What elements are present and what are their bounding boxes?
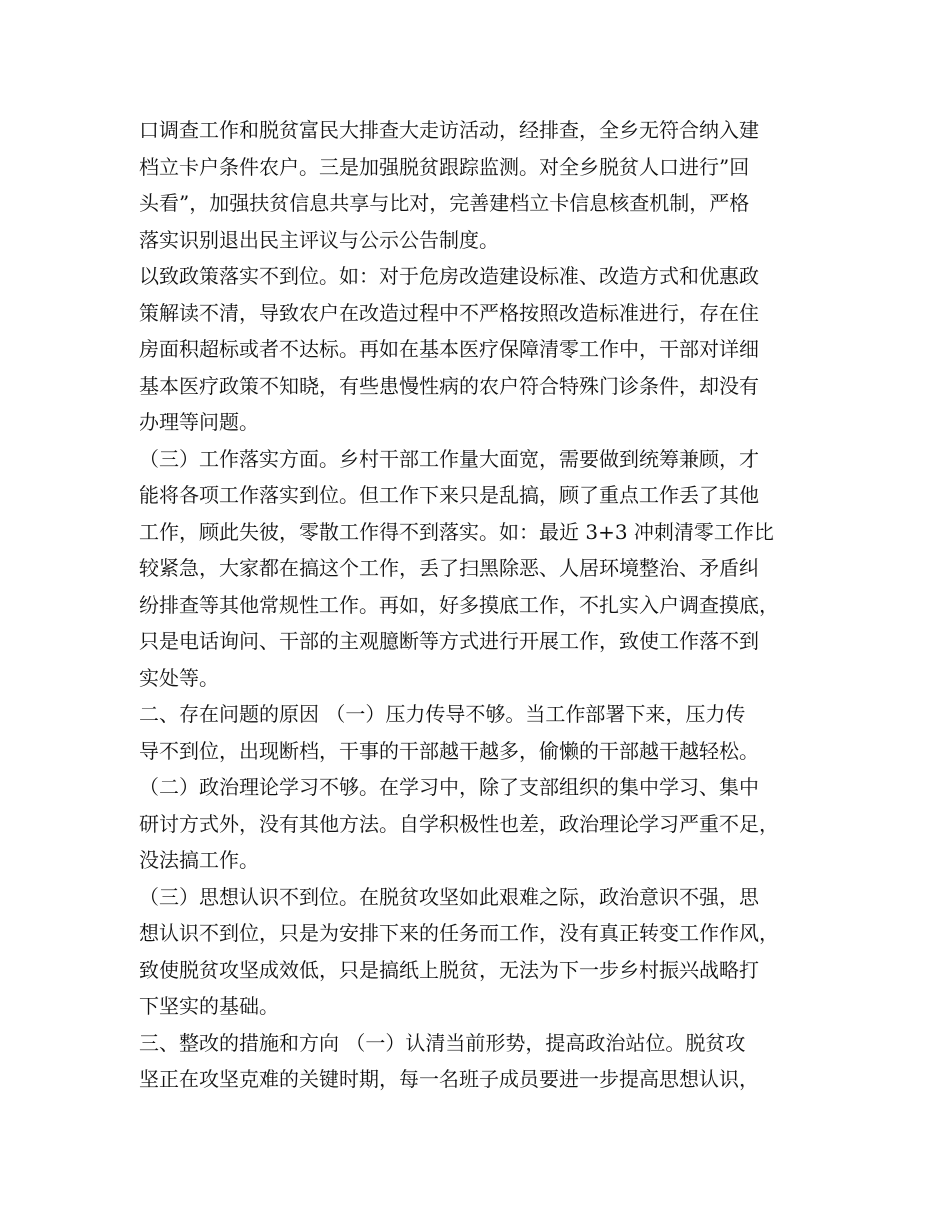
text-line: 致使脱贫攻坚成效低，只是搞纸上脱贫，无法为下一步乡村振兴战略打 [139, 957, 759, 982]
text-line: 导不到位，出现断档，干事的干部越干越多，偷懒的干部越干越轻松。 [139, 738, 759, 763]
text-line: （三）思想认识不到位。在脱贫攻坚如此艰难之际，政治意识不强，思 [139, 884, 759, 909]
text-line: 实处等。 [139, 665, 219, 690]
text-line: 口调查工作和脱贫富民大排查大走访活动，经排查，全乡无符合纳入建 [139, 118, 759, 142]
body-text [139, 112, 829, 1098]
text-line: 房面积超标或者不达标。再如在基本医疗保障清零工作中，干部对详细 [139, 337, 759, 361]
text-line: 三、整改的措施和方向 （一）认清当前形势，提高政治站位。脱贫攻 [139, 1030, 746, 1055]
text-line: 没法搞工作。 [139, 848, 259, 872]
text-line: 落实识别退出民主评议与公示公告制度。 [139, 227, 499, 252]
text-line: 坚正在攻坚克难的关键时期，每一名班子成员要进一步提高思想认识， [139, 1067, 759, 1091]
text-line: 想认识不到位，只是为安排下来的任务而工作，没有真正转变工作作风， [139, 921, 779, 945]
text-line: 研讨方式外，没有其他方法。自学积极性也差，政治理论学习严重不足， [139, 811, 779, 836]
text-line: 基本医疗政策不知晓，有些患慢性病的农户符合特殊门诊条件，却没有 [139, 373, 759, 398]
text-line: （三）工作落实方面。乡村干部工作量大面宽，需要做到统筹兼顾，才 [139, 446, 759, 471]
text-line: 下坚实的基础。 [139, 994, 279, 1018]
text-line: 二、存在问题的原因 （一）压力传导不够。当工作部署下来，压力传 [139, 702, 746, 726]
text-line: 较紧急，大家都在搞这个工作，丢了扫黑除恶、人居环境整治、矛盾纠 [139, 556, 759, 580]
text-line: 只是电话询问、干部的主观臆断等方式进行开展工作，致使工作落不到 [139, 629, 759, 653]
text-line: 办理等问题。 [139, 410, 259, 434]
text-line: 工作，顾此失彼，零散工作得不到落实。如：最近 3+3 冲刺清零工作比 [139, 519, 774, 544]
text-line: 能将各项工作落实到位。但工作下来只是乱搞，顾了重点工作丢了其他 [139, 483, 759, 507]
text-line: （二）政治理论学习不够。在学习中，除了支部组织的集中学习、集中 [139, 775, 759, 799]
text-line: 纷排查等其他常规性工作。再如，好多摸底工作，不扎实入户调查摸底， [139, 592, 779, 617]
text-line: 策解读不清，导致农户在改造过程中不严格按照改造标准进行，存在住 [139, 300, 759, 325]
text-line: 档立卡户条件农户。三是加强脱贫跟踪监测。对全乡脱贫人口进行”回 [139, 154, 750, 179]
text-line: 以致政策落实不到位。如：对于危房改造建设标准、改造方式和优惠政 [139, 264, 759, 288]
text-line: 头看”，加强扶贫信息共享与比对，完善建档立卡信息核查机制，严格 [139, 191, 750, 215]
